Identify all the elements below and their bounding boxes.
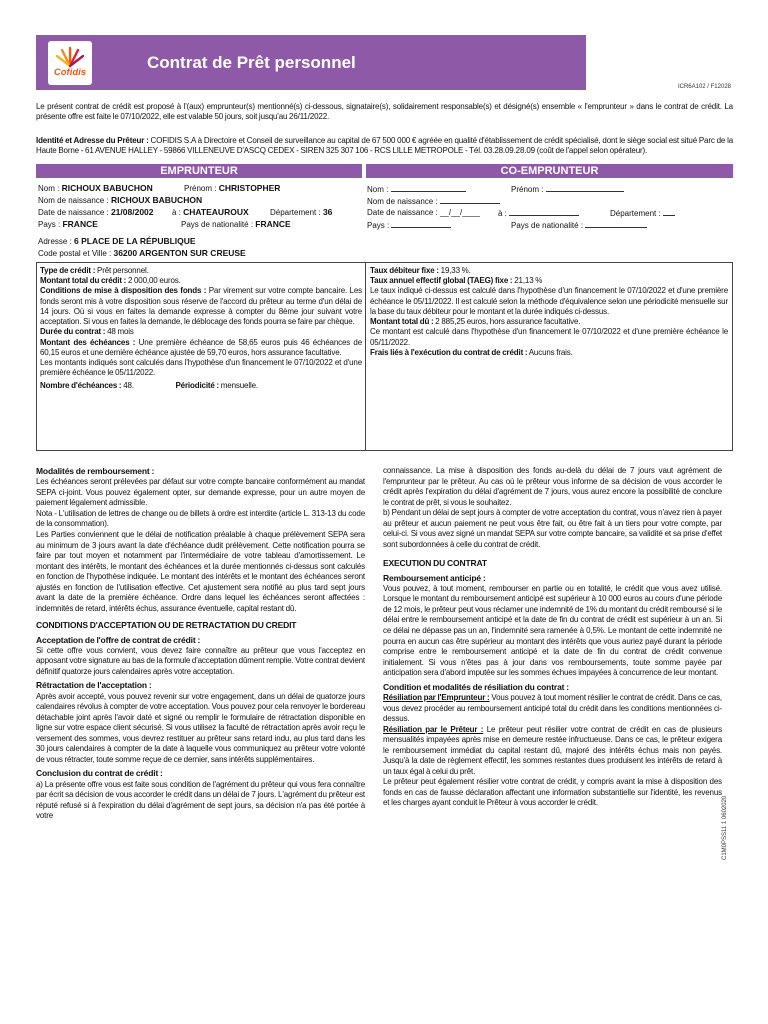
credit-nombre-periodicite: Nombre d'échéances : 48. Périodicité : mensuelle. [40,380,258,390]
remboursement-p2: Nota - L'utilisation de lettres de change ou de billets à ordre est interdite (article L. 313-13 du code de la consommation). [36,508,365,529]
emprunteur-prenom: Prénom : CHRISTOPHER [184,183,281,193]
credit-montant: Montant total du crédit : 2 000,00 euros. [40,276,181,286]
reference-code: ICR6A102 / F12028 [677,84,731,90]
remboursement-p1: Les échéances seront prélevées par défaut sur votre compte bancaire conformément au mandat SEPA ci-joint. Vous pouvez également opter, sur demande expresse, pour un autre moyen de paiement légalement admissible. [36,477,365,508]
retractation-title: Rétractation de l'acceptation : [36,680,152,691]
coemprunteur-heading: CO-EMPRUNTEUR [366,164,733,178]
coemprunteur-pays: Pays : [367,220,451,231]
lender-label: Identité et Adresse du Prêteur : [36,136,149,145]
side-document-code: C1M0PSS11 1 0602020 [722,795,728,860]
emprunteur-lieu-naissance: à : CHATEAUROUX [172,207,249,217]
emprunteur-date-naissance: Date de naissance : 21/08/2002 [38,207,154,217]
resiliation-title: Condition et modalités de résiliation du contrat : [383,681,569,692]
anticipe-text: Vous pouvez, à tout moment, rembourser en partie ou en totalité, le crédit que vous avez utilisé. Lorsque le montant du remboursement anticipé est supérieur à 10 000 euros au cours d'une période de 12 mois, le prêteur peut vous réclamer une indemnité de 1% du montant du crédit remboursé si le délai entre le remboursement anticipé et la date de fin du contrat de crédit est supérieur à un an. Si ce délai ne dépasse pas un an, l'indemnité sera ramenée à 0,5%. Le montant de cette indemnité ne pourra en aucun cas être supérieur au montant des intérêts que vous auriez payé durant la période comprise entre le remboursement anticipé et la date de fin du contrat de crédit convenue initialement. Si vous n'êtes pas à jour dans vos remboursements, toute somme payée par anticipation sera d'abord imputée sur les sommes échues impayées à concurrence de leur montant. [383,583,722,678]
emprunteur-pays: Pays : FRANCE [38,219,98,229]
remboursement-title: Modalités de remboursement : [36,466,155,476]
credit-echeances: Montant des échéances : Une première échéance de 58,65 euros puis 46 échéances de 60,15 euros et une dernière échéance ajustée de 59,70 euros, hors assurance facultative. [40,337,363,357]
coemprunteur-nationalite: Pays de nationalité : [511,220,647,231]
coemprunteur-nom-naissance: Nom de naissance : [367,196,500,207]
acceptation-text: Si cette offre vous convient, vous devez faire connaître au prêteur que vous l'acceptez en apposant votre signature au bas de la formule d'acceptation dûment remplie. Votre contrat devient définitif quatorze jours calendaires après votre acceptation. [36,645,365,676]
conclusion-continued: connaissance. La mise à disposition des fonds au-delà du délai de 7 jours vaut agrément de l'emprunteur par le prêteur. Au cas où le prêteur vous informe de sa décision de vous accorder le crédit après l'expiration du délai d'agrément de 7 jours, vous aurez encore la possibilité de conclure le contrat de prêt, si vous le souhaitez. [383,466,722,507]
resiliation-emprunteur: Résiliation par l'Emprunteur : Vous pouvez à tout moment résilier le contrat de crédit. Dans ce cas, vous devez procéder au remboursement anticipé total du crédit dans les conditions mentionnées ci-dessus. [383,692,723,724]
credit-right-column [370,266,728,358]
remboursement-p3: Les Parties conviennent que le délai de notification préalable à chaque prélèvement SEPA sera au minimum de 3 jours avant la date d'échéance dudit prélèvement. Cette notification pourra se faire par tout moyen et notamment par l'intermédiaire de votre tableau d'amortissement. Le montant des intérêts, le montant des échéances et la durée mentionnés ci-dessus sont calculés en fonction de l'hypothèse indiquée. Le montant des intérêts et le montant des échéances seront ajustés en fonction de l'utilisation effective. Cet ajustement sera notifié au plus tard sept jours avant la date de la première échéance. Ordre dans lequel les échéances seront affectées : indemnités de retard, intérêts échus, assurance éventuelle, capital restant dû. [36,529,365,613]
emprunteur-departement: Département : 36 [270,207,333,217]
lender-text: COFIDIS S.A à Directoire et Conseil de surveillance au capital de 67 500 000 € agréée en qualité d'établissement de crédit spécialisé, dont le siège social est situé Parc de la Haute Borne - 61 AVENUE HALLEY - 59866 VILLENEUVE D'ASCQ CEDEX - SIREN 325 307 106 - RCS LILLE METROPOLE - Tél. 03.28.09.28.09 (coût de l'appel selon opérateur). [36,136,733,156]
conclusion-title: Conclusion du contrat de crédit : [36,768,163,779]
coemprunteur-prenom: Prénom : [511,184,624,195]
resiliation-preteur: Résiliation par le Prêteur : Le prêteur peut résilier votre contrat de crédit en cas de plusieurs mensualités impayées après mise en demeure restée infructueuse. Dans ce cas, le prêteur exigera le remboursement immédiat du capital restant dû, majoré des intérêts échus mais non payés. Jusqu'à la date de règlement effectif, les sommes restantes dues produisent les intérêts de retard à un taux égal à celui du prêt. [383,724,723,776]
emprunteur-nom-naissance: Nom de naissance : RICHOUX BABUCHON [38,195,203,205]
credit-taeg: Taux annuel effectif global (TAEG) fixe : 21,13 % [370,276,543,286]
coemprunteur-date-naissance: Date de naissance : __/__/____ [367,208,480,217]
coemprunteur-nom: Nom : [367,184,466,195]
credit-conditions: Conditions de mise à disposition des fonds : Par virement sur votre compte bancaire. Les fonds seront mis à votre disposition sous réserve de l'accord du prêteur au terme d'un délai de 14 jours. Où si vous en faites la demande expresse à compter du 8ème jour suivant votre acceptation. Si vous en faites la demande, le déblocage des fonds pourra se faire par chèque. [40,286,362,327]
credit-montant-du-note: Ce montant est calculé dans l'hypothèse d'un financement le 07/10/2022 et d'une première échéance le 05/11/2022. [370,327,728,347]
credit-summary-box [36,262,733,451]
coemprunteur-lieu-naissance: à : [498,208,579,219]
credit-left-column [40,266,362,391]
header-bar [36,35,586,90]
credit-taux-debiteur: Taux débiteur fixe : 19,33 %. [370,266,471,275]
credit-duree: Durée du contrat : 48 mois [40,327,134,337]
resiliation-text-2: Le prêteur peut également résilier votre contrat de crédit, y compris avant la mise à disposition des fonds en cas de fausse déclaration affectant une information substantielle sur l'identité, les revenus et les charges ayant conduit le Prêteur à vous accorder le crédit. [383,777,722,808]
intro-paragraph: Le présent contrat de crédit est proposé à l'(aux) emprunteur(s) mentionné(s) ci-dessous, signataire(s), solidairement responsable(s) et désigné(s) ensemble « l'emprunteur » dans le contrat de crédit. La présente offre est faite le 07/10/2022, elle est valable 50 jours, soit jusqu'au 26/11/2022. [36,102,733,122]
anticipe-title: Remboursement anticipé : [383,572,486,583]
emprunteur-code-postal-ville: Code postal et Ville : 36200 ARGENTON SUR CREUSE [38,248,246,258]
cofidis-logo [48,41,92,85]
credit-box-divider [365,263,366,450]
credit-type: Type de crédit : Prêt personnel. [40,266,149,275]
conditions-left-column [36,466,365,822]
conclusion-text-a: a) La présente offre vous est faite sous condition de l'agrément du prêteur qui vous fera connaître par écrit sa décision de vous accorder le crédit dans un délai de 7 jours. L'agrément du prêteur est réputé refusé si à l'expiration du délai d'agrément de sept jours, sa décision n'a pas été portée à votre [36,779,365,821]
logo-wordmark: Cofidis [53,67,87,78]
credit-hypothese: Les montants indiqués sont calculés dans l'hypothèse d'un financement le 07/10/2022 et d'une première échéance le 05/11/2022. [40,358,362,378]
emprunteur-adresse: Adresse : 6 PLACE DE LA RÉPUBLIQUE [38,236,196,246]
retractation-text: Après avoir accepté, vous pouvez revenir sur votre engagement, dans un délai de quatorze jours calendaires révolus à compter de votre acceptation. Vous pouvez pour cela renvoyer le bordereau détachable joint après l'avoir daté et signé ou remplir le formulaire de rétractation disponible en ligne sur votre espace client sécurisé. Si vous utilisez la faculté de rétractation après avoir reçu le versement des sommes, vous devrez restituer au prêteur sans retard indu, au plus tard dans les 30 jours calendaires à compter de la date à laquelle vous communiquez au prêteur votre volonté de vous rétracter, toute somme reçue de ce dernier, sans intérêts supplémentaires. [36,691,365,764]
credit-taux-note: Le taux indiqué ci-dessus est calculé dans l'hypothèse d'un financement le 07/10/2022 et d'une première échéance le 05/11/2022. Il est calculé selon la méthode d'équivalence selon une périodicité mensuelle sur la base du taux débiteur pour le montant et la durée indiqués ci-dessus. [370,286,728,316]
emprunteur-heading: EMPRUNTEUR [36,164,362,178]
acceptation-title: Acceptation de l'offre de contrat de crédit : [36,634,201,645]
emprunteur-nationalite: Pays de nationalité : FRANCE [181,219,291,229]
acceptation-section-title: CONDITIONS D'ACCEPTATION OU DE RETRACTATION DU CREDIT [36,620,297,631]
emprunteur-nom: Nom : RICHOUX BABUCHON [38,183,153,193]
coemprunteur-departement: Département : [610,208,675,219]
page-title: Contrat de Prêt personnel [147,53,356,72]
sunburst-icon [55,44,85,68]
conclusion-text-b: b) Pendant un délai de sept jours à compter de votre acceptation du contrat, vous n'avez rien à payer au prêteur et aucun paiement ne peut vous être fait, ou être fait à un tiers pour votre compte, par celui-ci. Si vous avez signé un mandat SEPA sur votre compte bancaire, sa validité et sa prise d'effet sont subordonnées à celle du contrat de crédit. [383,508,722,549]
credit-montant-du: Montant total dû : 2 885,25 euros, hors assurance facultative. [370,317,581,327]
lender-identity [36,136,733,156]
conditions-right-column [383,466,722,809]
credit-frais: Frais liés à l'exécution du contrat de crédit : Aucuns frais. [370,347,573,357]
execution-section-title: EXECUTION DU CONTRAT [383,558,487,569]
